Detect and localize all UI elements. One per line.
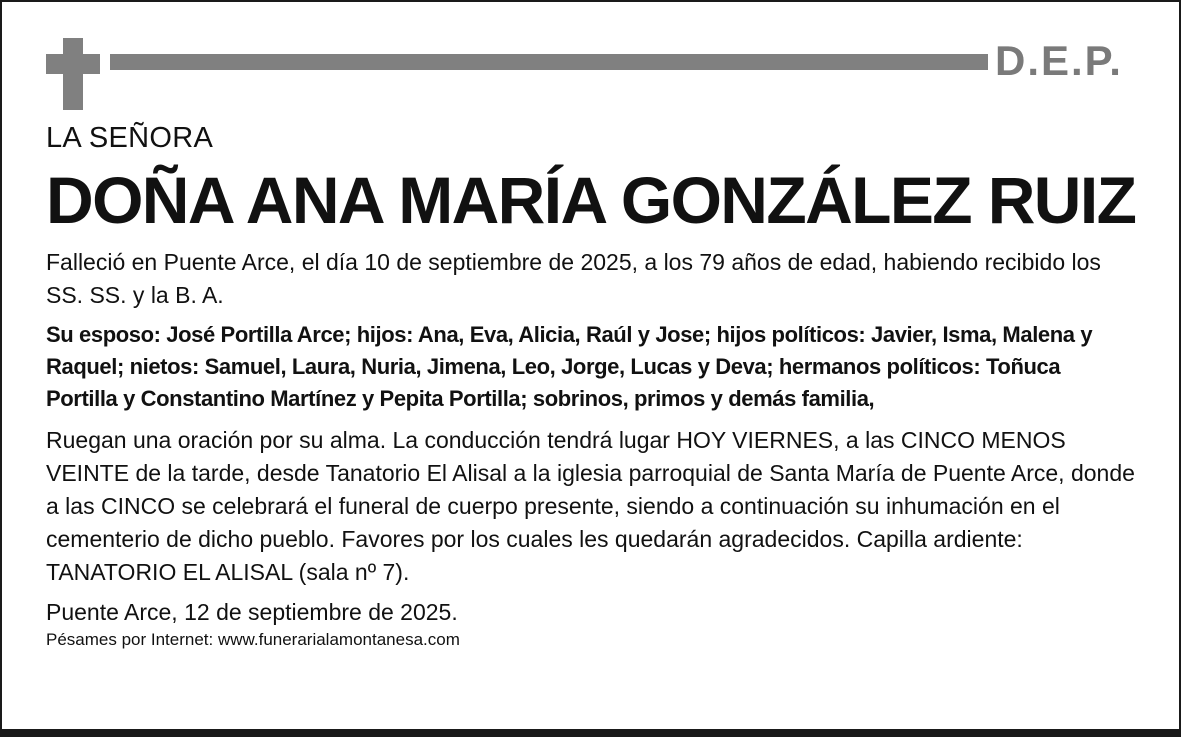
dep-label: D.E.P. bbox=[995, 37, 1123, 84]
intro-title: LA SEÑORA bbox=[46, 122, 214, 154]
place-date: Puente Arce, 12 de septiembre de 2025. bbox=[46, 599, 458, 625]
death-paragraph: Falleció en Puente Arce, el día 10 de septiembre de 2025, a los 79 años de edad, habiendo recibido los SS. SS. y la B. A. bbox=[46, 249, 1101, 308]
header-rule bbox=[110, 54, 988, 70]
condolences-web: Pésames por Internet: www.funerarialamontanesa.com bbox=[46, 630, 460, 649]
notice-body bbox=[46, 118, 1136, 651]
deceased-name: DOÑA ANA MARÍA GONZÁLEZ RUIZ bbox=[46, 163, 1136, 237]
ceremony-paragraph: Ruegan una oración por su alma. La conducción tendrá lugar HOY VIERNES, a las CINCO MENOS VEINTE de la tarde, desde Tanatorio El Alisal a la iglesia parroquial de Santa María de Puente Arce, donde a las CINCO se celebrará el funeral de cuerpo presente, siendo a continuación su inhumación en el cementerio de dicho pueblo. Favores por los cuales les quedarán agradecidos. Capilla ardiente: TANATORIO EL ALISAL (sala nº 7). bbox=[46, 427, 1135, 585]
cross-icon bbox=[46, 38, 100, 110]
family-paragraph: Su esposo: José Portilla Arce; hijos: Ana, Eva, Alicia, Raúl y Jose; hijos políticos: Javier, Isma, Malena y Raquel; nietos: Samuel, Laura, Nuria, Jimena, Leo, Jorge, Lucas y Deva; hermanos políticos: Toñuca Portilla y Constantino Martínez y Pepita Portilla; sobrinos, primos y demás familia, bbox=[46, 322, 1093, 411]
bottom-border bbox=[0, 729, 1181, 737]
